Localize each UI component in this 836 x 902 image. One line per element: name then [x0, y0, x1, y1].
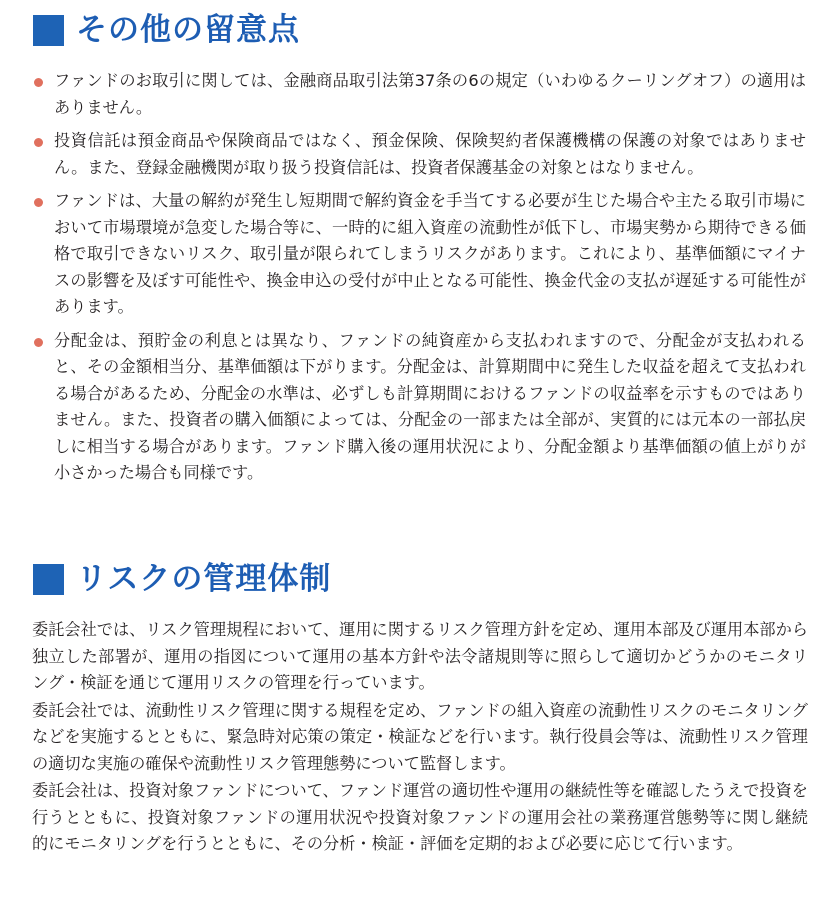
bullet-dot-icon	[34, 138, 43, 147]
paragraph: 委託会社では、リスク管理規程において、運用に関するリスク管理方針を定め、運用本部及び運用本部から独立した部署が、運用の指図について運用の基本方針や法令諸規則等に照らして適切かどうかのモニタリング・検証を通じて運用リスクの管理を行っています。	[32, 620, 808, 692]
list-item	[30, 68, 806, 121]
list-item-text: ファンドのお取引に関しては、金融商品取引法第37条の6の規定（いわゆるクーリングオフ）の適用はありません。	[54, 71, 806, 117]
paragraph: 委託会社は、投資対象ファンドについて、ファンド運営の適切性や運用の継続性等を確認したうえで投資を行うとともに、投資対象ファンドの運用状況や投資対象ファンドの運用会社の業務運営態勢等に関し継続的にモニタリングを行うとともに、その分析・検証・評価を定期的および必要に応じて行います。	[32, 781, 808, 853]
section-heading-risk-management	[33, 561, 331, 597]
bullet-dot-icon	[34, 338, 43, 347]
section-heading-other-notes	[33, 12, 300, 48]
bullet-dot-icon	[34, 198, 43, 207]
list-item-text: ファンドは、大量の解約が発生し短期間で解約資金を手当てする必要が生じた場合や主たる取引市場において市場環境が急変した場合等に、一時的に組入資産の流動性が低下し、市場実勢から期待できる価格で取引できないリスク、取引量が限られてしまうリスクがあります。これにより、基準価額にマイナスの影響を及ぼす可能性や、換金申込の受付が中止となる可能性、換金代金の支払が遅延する可能性があります。	[54, 191, 806, 316]
risk-management-body	[32, 617, 808, 859]
list-item	[30, 188, 806, 321]
list-item	[30, 328, 806, 487]
heading-square-icon	[33, 15, 64, 46]
section-title: その他の留意点	[76, 12, 300, 48]
paragraph: 委託会社では、流動性リスク管理に関する規程を定め、ファンドの組入資産の流動性リスクのモニタリングなどを実施するとともに、緊急時対応策の策定・検証などを行います。執行役員会等は、流動性リスク管理の適切な実施の確保や流動性リスク管理態勢について監督します。	[32, 700, 808, 773]
bullet-dot-icon	[34, 78, 43, 87]
list-item-text: 分配金は、預貯金の利息とは異なり、ファンドの純資産から支払われますので、分配金が支払われると、その金額相当分、基準価額は下がります。分配金は、計算期間中に発生した収益を超えて支払われる場合があるため、分配金の水準は、必ずしも計算期間におけるファンドの収益率を示すものではありません。また、投資者の購入価額によっては、分配金の一部または全部が、実質的には元本の一部払戻しに相当する場合があります。ファンド購入後の運用状況により、分配金額より基準価額の値上がりが小さかった場合も同様です。	[54, 330, 806, 482]
section-title: リスクの管理体制	[76, 561, 332, 597]
list-item-text: 投資信託は預金商品や保険商品ではなく、預金保険、保険契約者保護機構の保護の対象ではありません。また、登録金融機関が取り扱う投資信託は、投資者保護基金の対象とはなりません。	[54, 131, 806, 177]
other-notes-list	[30, 68, 806, 494]
heading-square-icon	[33, 564, 64, 595]
list-item	[30, 128, 806, 181]
